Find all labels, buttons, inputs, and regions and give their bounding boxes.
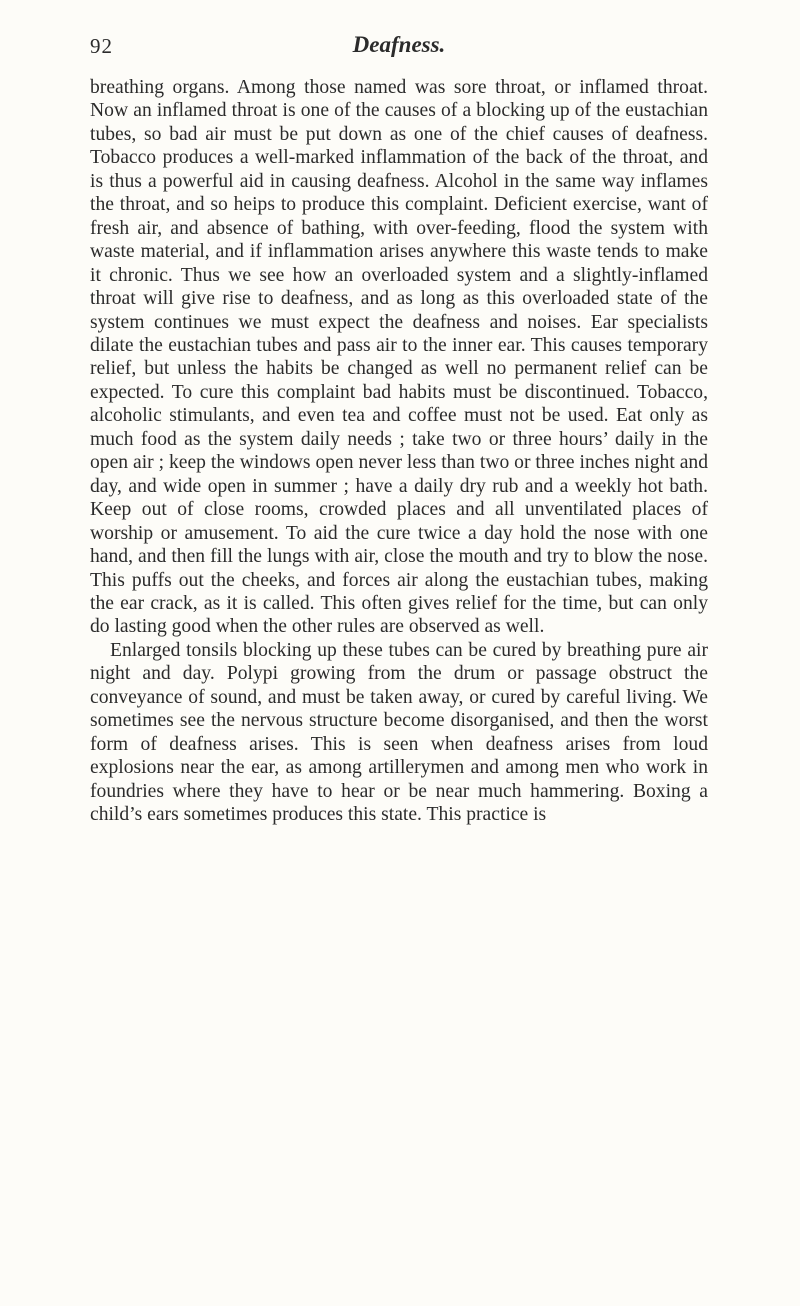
running-title: Deafness. <box>352 32 446 57</box>
page-number: 92 <box>90 34 113 58</box>
paragraph: breathing organs. Among those named was sore throat, or inflamed throat. Now an inflamed throat is one of the causes of a blocking up of the eustachian tubes, so bad air must be put down as one of the chief causes of deafness. Tobacco produces a well-marked inflammation of the back of the throat, and is thus a powerful aid in causing deafness. Alcohol in the same way inflames the throat, and so heips to produce this complaint. Deficient exercise, want of fresh air, and absence of bathing, with over-feeding, flood the system with waste material, and if inflammation arises anywhere this waste tends to make it chronic. Thus we see how an overloaded system and a slightly-inflamed throat will give rise to deafness, and as long as this overloaded state of the system continues we must expect the deafness and noises. Ear specialists dilate the eustachian tubes and pass air to the inner ear. This causes temporary relief, but unless the habits be changed as well no permanent relief can be expected. To cure this complaint bad habits must be discontinued. Tobacco, alcoholic stimulants, and even tea and coffee must not be used. Eat only as much food as the system daily needs ; take two or three hours’ daily in the open air ; keep the windows open never less than two or three inches night and day, and wide open in summer ; have a daily dry rub and a weekly hot bath. Keep out of close rooms, crowded places and all unventilated places of worship or amusement. To aid the cure twice a day hold the nose with one hand, and then fill the lungs with air, close the mouth and try to blow the nose. This puffs out the cheeks, and forces air along the eustachian tubes, making the ear crack, as it is called. This often gives relief for the time, but can only do lasting good when the other rules are observed as well. <box>90 77 708 638</box>
page-header <box>90 30 708 76</box>
paragraph: Enlarged tonsils blocking up these tubes can be cured by breathing pure air night and day. Polypi growing from the drum or passage obstruct the conveyance of sound, and must be taken away, or cured by careful living. We sometimes see the nervous structure become disorganised, and then the worst form of deafness arises. This is seen when deafness arises from loud explosions near the ear, as among artillerymen and among men who work in foundries where they have to hear or be near much hammering. Boxing a child’s ears sometimes produces this state. This practice is <box>90 639 708 826</box>
book-page <box>90 30 708 827</box>
